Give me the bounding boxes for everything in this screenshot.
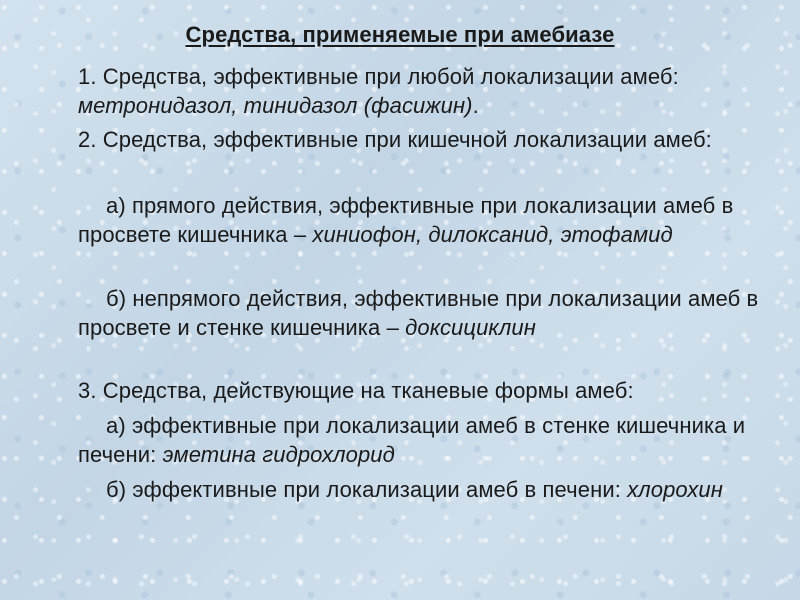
item-text: а) прямого действия, эффективные при локализации амеб в просвете кишечника – (78, 193, 734, 247)
list-item-3a (78, 411, 778, 469)
item-text: 2. Средства, эффективные при кишечной локализации амеб: (78, 127, 712, 152)
item-text: а) эффективные при локализации амеб в стенке кишечника и печени: (78, 413, 746, 467)
list-item-2a (78, 191, 778, 249)
drug-names: хиниофон, дилоксанид, этофамид (312, 222, 673, 247)
list-item-1 (78, 62, 778, 120)
slide-title: Средства, применяемые при амебиазе (185, 22, 615, 47)
list-item-2b (78, 284, 778, 342)
drug-names: хлорохин (627, 477, 723, 502)
drug-names: метронидазол, тинидазол (фасижин) (78, 93, 473, 118)
list-item-2 (78, 125, 778, 154)
drug-names: эметина гидрохлорид (162, 442, 395, 467)
list-item-3 (78, 376, 778, 405)
drug-names: доксициклин (405, 315, 536, 340)
list-item-3b (78, 475, 778, 504)
item-text: б) непрямого действия, эффективные при локализации амеб в просвете и стенке кишечника – (78, 286, 759, 340)
item-text: 3. Средства, действующие на тканевые формы амеб: (78, 378, 634, 403)
item-text: б) эффективные при локализации амеб в печени: (106, 477, 628, 502)
item-suffix: . (472, 93, 479, 118)
item-text: 1. Средства, эффективные при любой локализации амеб: (78, 64, 679, 89)
